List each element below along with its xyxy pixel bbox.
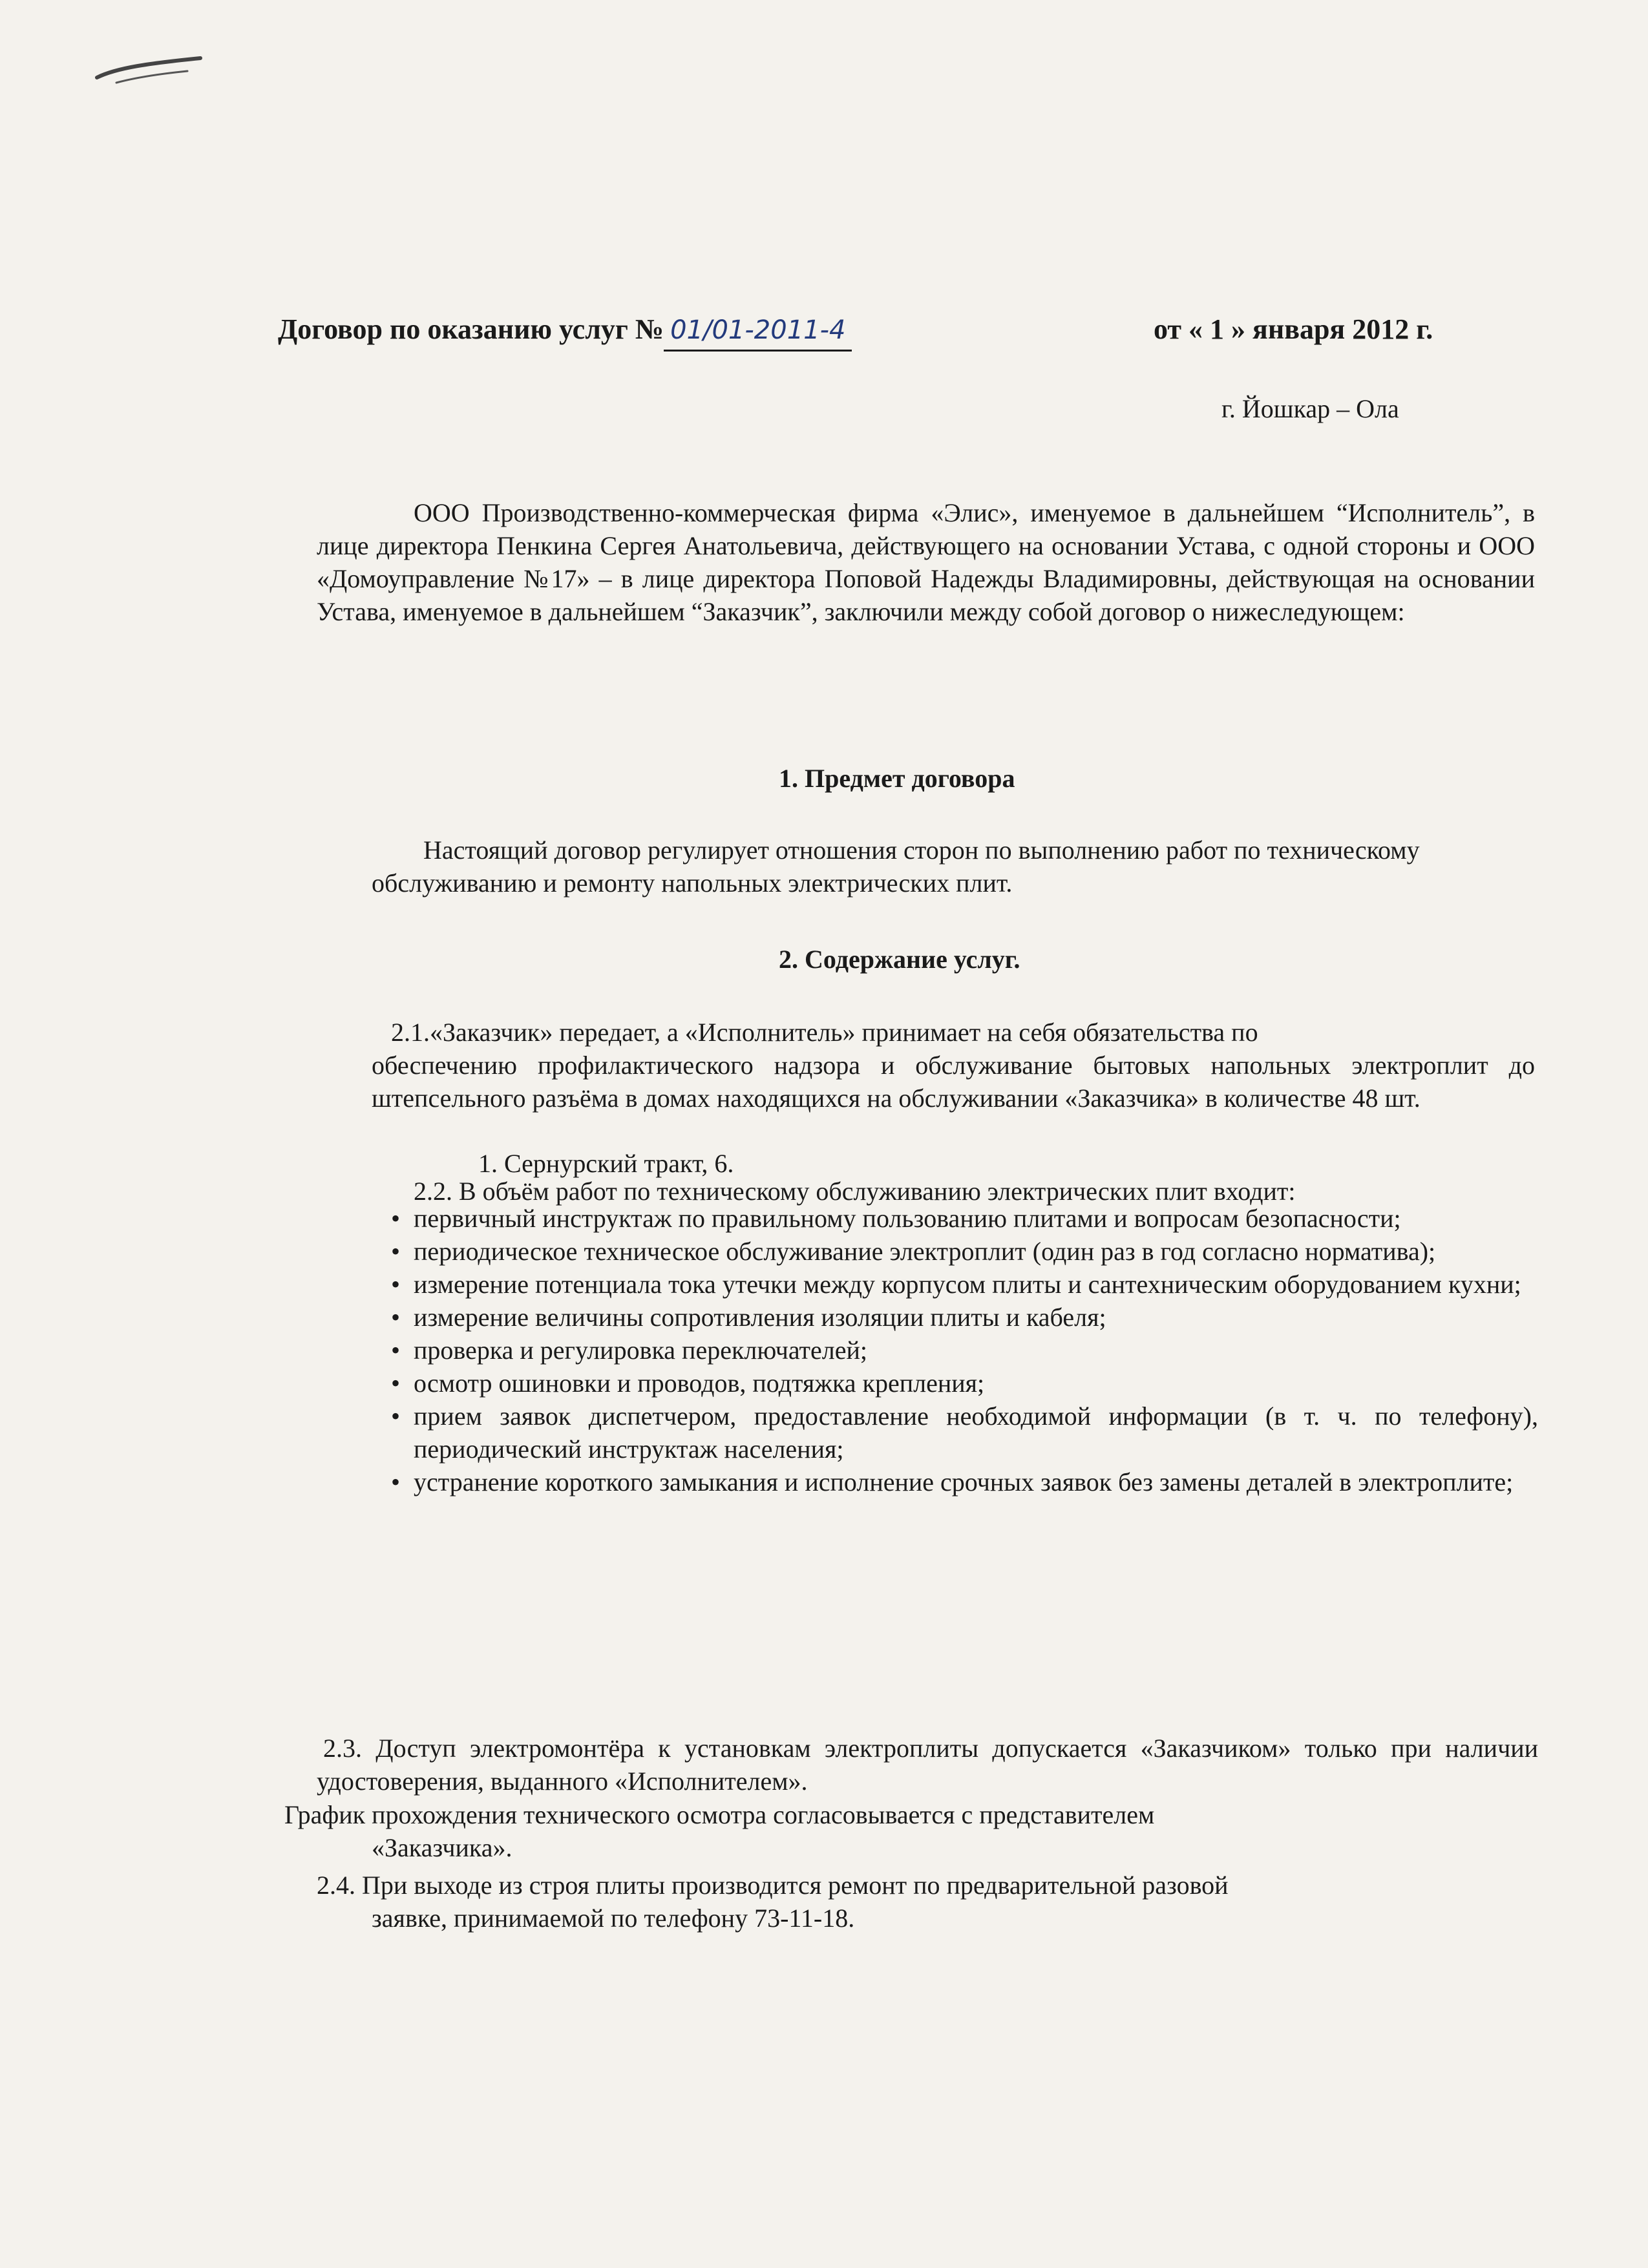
section-2-heading: 2. Содержание услуг.: [779, 945, 1020, 974]
handwritten-mark: [90, 52, 207, 90]
list-item: • осмотр ошиновки и проводов, подтяжка крепления;: [391, 1367, 1538, 1400]
clause-2-2: 2.2. В объём работ по техническому обслуживанию электрических плит входит:: [414, 1177, 1296, 1206]
clause-2-3: 2.3. Доступ электромонтёра к установкам электроплиты допускается «Заказчиком» только при наличии удостоверения, выданного «Исполнителем».: [317, 1734, 1538, 1796]
title-left: [278, 310, 852, 352]
list-item: • измерение потенциала тока утечки между корпусом плиты и сантехническим оборудованием кухни;: [391, 1268, 1538, 1301]
bullet-icon: •: [391, 1303, 401, 1332]
list-item: • прием заявок диспетчером, предоставление необходимой информации (в т. ч. по телефону), периодический инструктаж населения;: [391, 1400, 1538, 1465]
bullet-icon: •: [391, 1402, 401, 1431]
clause-2-1-text: обеспечению профилактического надзора и обслуживание бытовых напольных электроплит до штепсельного разъёма в домах находящихся на обслуживании «Заказчика» в количестве 48 шт.: [372, 1051, 1535, 1113]
service-scope-list: [391, 1202, 1538, 1498]
bullet-icon: •: [391, 1204, 401, 1233]
list-item: • измерение величины сопротивления изоляции плиты и кабеля;: [391, 1301, 1538, 1334]
list-item: • проверка и регулировка переключателей;: [391, 1334, 1538, 1367]
list-item: • первичный инструктаж по правильному пользованию плитами и вопросам безопасности;: [391, 1202, 1538, 1235]
list-item: • периодическое техническое обслуживание электроплит (один раз в год согласно норматива);: [391, 1235, 1538, 1268]
section-1-text: Настоящий договор регулирует отношения сторон по выполнению работ по техническому обслуживанию и ремонту напольных электрических плит.: [372, 835, 1420, 898]
clause-2-1-line1: 2.1.«Заказчик» передает, а «Исполнитель» принимает на себя обязательства по: [391, 1018, 1258, 1047]
clause-2-4-line1: 2.4. При выходе из строя плиты производится ремонт по предварительной разовой: [317, 1871, 1229, 1900]
list-item: • устранение короткого замыкания и исполнение срочных заявок без замены деталей в электроплите;: [391, 1465, 1538, 1498]
bullet-icon: •: [391, 1270, 401, 1299]
bullet-icon: •: [391, 1237, 401, 1266]
preamble-paragraph: ООО Производственно-коммерческая фирма «Элис», именуемое в дальнейшем “Исполнитель”, в лице директора Пенкина Сергея Анатольевича, действующего на основании Устава, с одной стороны и ООО «Домоуправление №17» – в лице директора Поповой Надежды Владимировны, действующая на основании Устава, именуемое в дальнейшем “Заказчик”, заключили между собой договор о нижеследующем:: [317, 498, 1535, 626]
address-item: 1. Сернурский тракт, 6.: [478, 1149, 734, 1178]
clause-2-4-line2: заявке, принимаемой по телефону 73-11-18.: [372, 1904, 855, 1933]
bullet-icon: •: [391, 1336, 401, 1365]
schedule-line1: График прохождения технического осмотра согласовывается с представителем: [284, 1800, 1155, 1829]
contract-number: 01/01-2011-4: [664, 311, 852, 352]
bullet-icon: •: [391, 1467, 401, 1496]
city-label: г. Йошкар – Ола: [1221, 394, 1399, 423]
bullet-icon: •: [391, 1369, 401, 1398]
section-1-heading: 1. Предмет договора: [779, 764, 1015, 793]
contract-date: от « 1 » января 2012 г.: [1154, 313, 1433, 345]
schedule-line2: «Заказчика».: [372, 1833, 512, 1862]
title-prefix: Договор по оказанию услуг №: [278, 313, 664, 345]
